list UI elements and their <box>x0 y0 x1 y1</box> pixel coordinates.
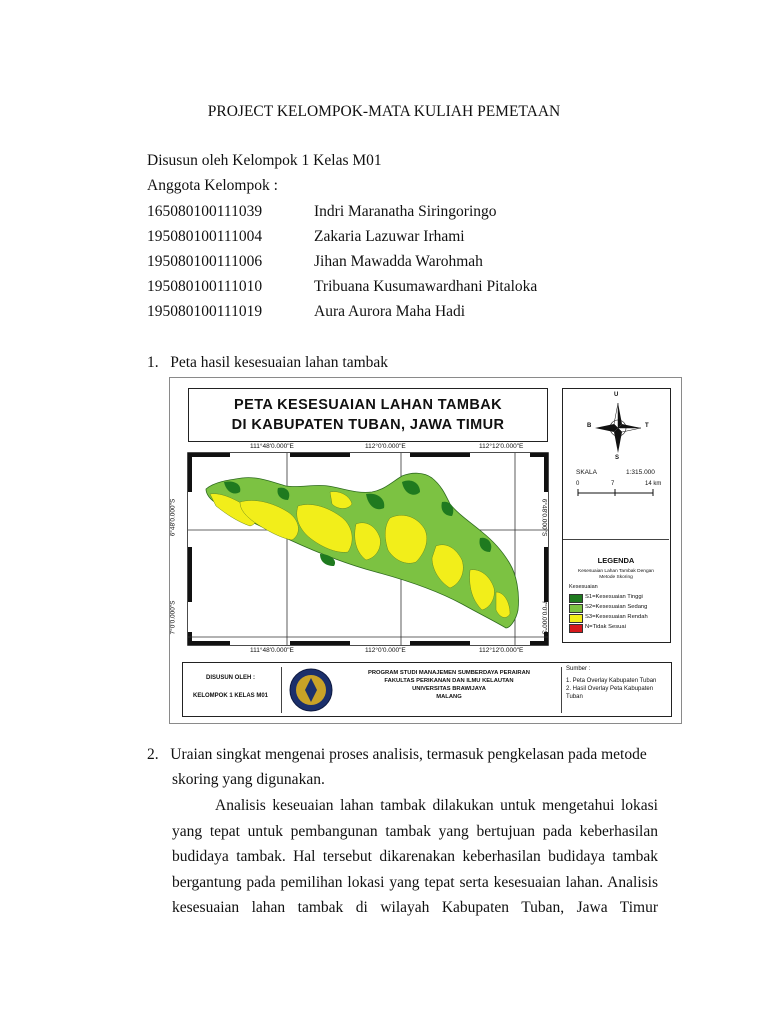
coord-bottom-3: 112°12'0.000"E <box>479 647 524 654</box>
compass-north-label: U <box>614 392 619 398</box>
scale-label: SKALA <box>576 469 597 476</box>
document-title: PROJECT KELOMPOK-MATA KULIAH PEMETAAN <box>207 103 561 120</box>
legend-subtitle-2: Metode Skoring <box>599 575 633 580</box>
credits-divider-2 <box>561 667 562 713</box>
legend-swatch-n <box>569 624 583 633</box>
institution-line-3: UNIVERSITAS BRAWIJAYA <box>412 686 486 692</box>
legend-label-s2: S2=Kesesuaian Sedang <box>585 604 648 610</box>
compass-rose-icon <box>593 401 643 455</box>
source-block <box>566 665 656 701</box>
members-label: Anggota Kelompok : <box>147 177 278 194</box>
source-line-3: Tuban <box>566 694 583 700</box>
coord-top-1: 111°48'0.000"E <box>250 443 294 450</box>
compass-east-label: T <box>645 423 649 429</box>
member-nim: 165080100111039 <box>147 203 263 220</box>
member-name: Aura Aurora Maha Hadi <box>314 303 466 320</box>
compass-west-label: B <box>587 423 592 429</box>
compiled-label: DISUSUN OLEH : <box>205 675 255 681</box>
institution-line-4: MALANG <box>436 694 462 700</box>
map-credits-box <box>182 662 672 717</box>
paragraph-line: yang tepat untuk pembangunan tambak yang bertujuan pada keberhasilan <box>172 823 658 840</box>
paragraph-line: budidaya tambak. Hal tersebut dikarenakan keberhasilan budidaya tambak <box>172 848 658 865</box>
map-figure <box>169 377 682 724</box>
map-title-line-2: DI KABUPATEN TUBAN, JAWA TIMUR <box>231 417 505 433</box>
member-name: Zakaria Lazuwar Irhami <box>314 228 465 245</box>
legend-title: LEGENDA <box>597 556 635 565</box>
legend-swatch-s2 <box>569 604 583 613</box>
institution-block <box>338 669 560 701</box>
source-line-1: 1. Peta Overlay Kabupaten Tuban <box>566 678 657 684</box>
member-nim: 195080100111006 <box>147 253 263 270</box>
legend-divider <box>563 539 669 540</box>
paragraph-line: kesesuaian lahan tambak di wilayah Kabupaten Tuban, Jawa Timur <box>172 899 658 916</box>
member-nim: 195080100111019 <box>147 303 263 320</box>
member-nim: 195080100111004 <box>147 228 263 245</box>
member-nim: 195080100111010 <box>147 278 263 295</box>
section-1-heading: 1. Peta hasil kesesuaian lahan tambak <box>147 354 389 371</box>
coord-right-1: 6°48'0.000"S <box>540 498 548 537</box>
map-side-panel <box>562 388 671 643</box>
coord-bottom-1: 111°48'0.000"E <box>250 647 294 654</box>
section-2-heading-cont: skoring yang digunakan. <box>172 771 325 788</box>
institution-line-2: FAKULTAS PERIKANAN DAN ILMU KELAUTAN <box>384 678 514 684</box>
coord-bottom-2: 112°0'0.000"E <box>365 647 406 654</box>
map-title-box <box>188 388 548 442</box>
source-line-2: 2. Hasil Overlay Peta Kabupaten <box>566 686 654 692</box>
scale-bar <box>577 489 657 497</box>
member-name: Jihan Mawadda Warohmah <box>314 253 483 270</box>
coord-left-2: 7°0'0.000"S <box>169 600 177 635</box>
source-label: Sumber : <box>566 666 591 672</box>
compass-south-label: S <box>615 455 620 461</box>
paragraph-line: bergantung pada pemilihan lokasi yang tepat serta kesesuaian lahan. Analisis <box>172 874 658 891</box>
university-logo-icon <box>289 668 333 712</box>
legend-swatch-s1 <box>569 594 583 603</box>
compiled-group: KELOMPOK 1 KELAS M01 <box>192 693 268 699</box>
scale-tick-7: 7 <box>611 481 615 487</box>
scale-tick-14: 14 km <box>645 481 662 487</box>
coord-right-2: 7°0'0.000"S <box>540 600 548 635</box>
legend-swatch-s3 <box>569 614 583 623</box>
legend-label-n: N=Tidak Sesuai <box>585 624 626 630</box>
paragraph-line: Analisis keseuaian lahan tambak dilakukan untuk mengetahui lokasi <box>215 797 658 814</box>
legend-label-s1: S1=Kesesuaian Tinggi <box>585 594 643 600</box>
scale-value: 1:315.000 <box>626 469 655 476</box>
institution-line-1: PROGRAM STUDI MANAJEMEN SUMBERDAYA PERAIRAN <box>367 670 530 676</box>
member-name: Indri Maranatha Siringoringo <box>314 203 497 220</box>
map-title-line-1: PETA KESESUAIAN LAHAN TAMBAK <box>234 397 502 413</box>
legend-label-s3: S3=Kesesuaian Rendah <box>585 614 648 620</box>
coord-top-3: 112°12'0.000"E <box>479 443 524 450</box>
map-frame <box>180 442 555 658</box>
legend-subtitle-1: Kesesuaian Lahan Tambak Dengan <box>578 569 654 574</box>
credits-divider <box>281 667 282 713</box>
section-2-heading: 2. Uraian singkat mengenai proses analisis, termasuk pengkelasan pada metode <box>147 746 647 763</box>
member-name: Tribuana Kusumawardhani Pitaloka <box>314 278 538 295</box>
scale-tick-0: 0 <box>576 481 580 487</box>
legend-group-label: Kesesuaian <box>569 584 598 590</box>
coord-left-1: 6°48'0.000"S <box>169 498 177 537</box>
compiled-by-line: Disusun oleh Kelompok 1 Kelas M01 <box>147 152 382 169</box>
coord-top-2: 112°0'0.000"E <box>365 443 406 450</box>
